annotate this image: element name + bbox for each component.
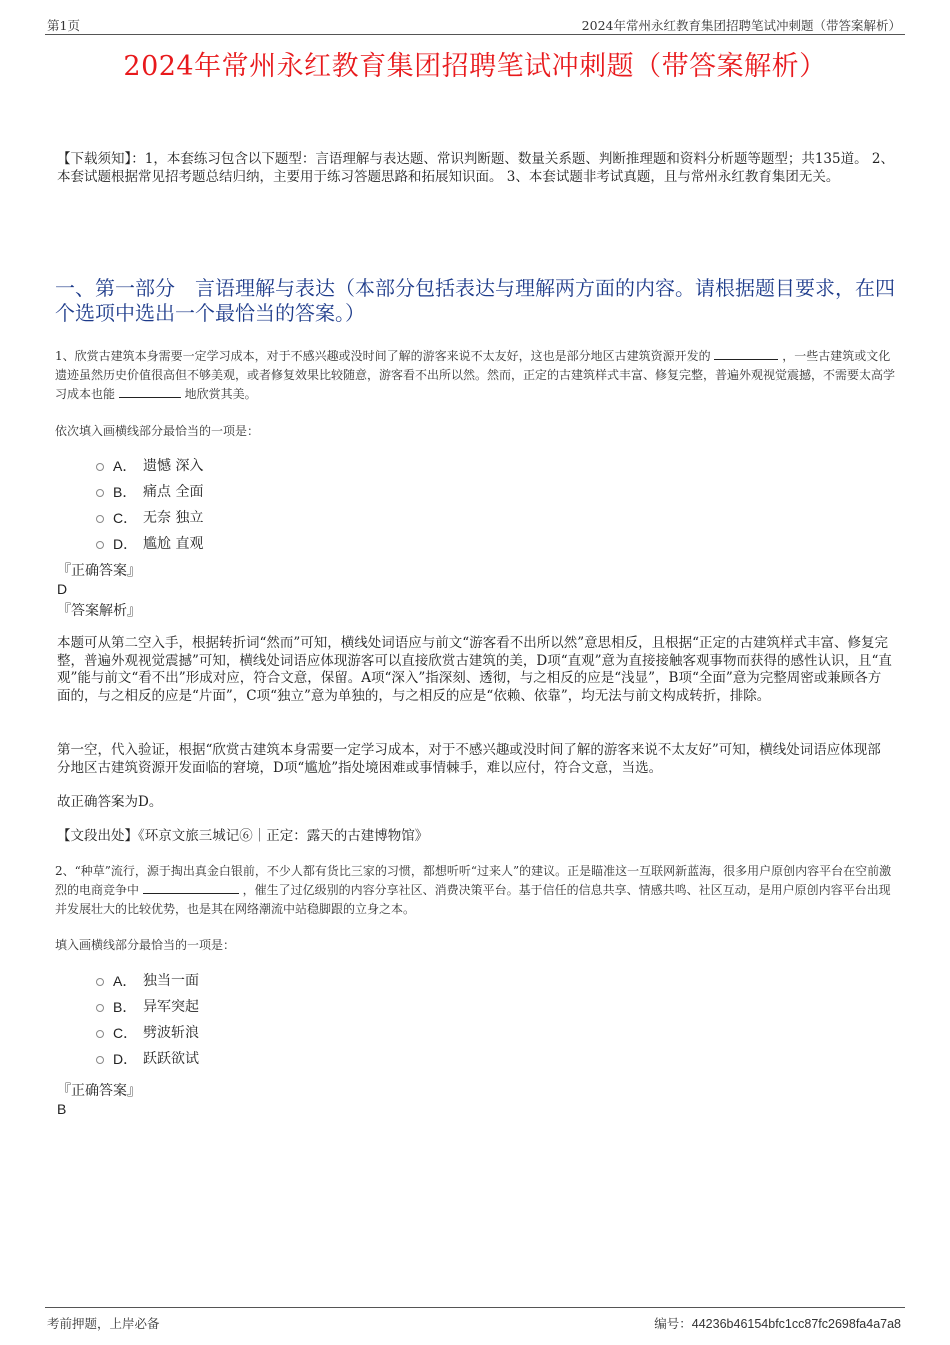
question-1-prompt: 依次填入画横线部分最恰当的一项是： [55,424,260,438]
question-1-stem [55,347,900,404]
question-2-options [96,968,199,1072]
fill-blank-3 [143,881,239,894]
question-2-option-a[interactable]: A． 独当一面 [96,968,199,994]
question-1-stem-part-b: ，一些古建筑或文化遗迹虽然历史价值很高但不够美观，或者修复效果比较随意，游客看不出所以然。然而，正定的古建筑样式丰富、修复完整，普遍外观视觉震撼，不需要太高学习成本也能 [55,349,896,401]
question-1-options [96,453,203,557]
question-2-stem-part-b: ，催生了过亿级别的内容分享社区、消费决策平台。基于信任的信息共享、情感共鸣、社区互动，是用户原创内容平台出现并发展壮大的比较优势，也是其在网络潮流中站稳脚跟的立身之本。 [55,883,891,916]
question-2-option-c[interactable]: C． 劈波斩浪 [96,1020,199,1046]
question-2-option-b[interactable]: B． 异军突起 [96,994,199,1020]
page-header [45,14,905,35]
question-1-analysis-paragraph-1: 本题可从第二空入手，根据转折词“然而”可知，横线处词语应与前文“游客看不出所以然”意思相反，且根据“正定的古建筑样式丰富、修复完整，普遍外观视觉震撼”可知，横线处词语应体现游客可以直接欣赏古建筑的美，D项“直观”意为直接接触客观事物而获得的感性认识，且“直观”能与前文“看不出”形成对应，符合文意，保留。A项“深入”指深刻、透彻，与之相反的应是“浅显”，B项“全面”意为完整周密或兼顾各方面的，与之相反的应是“片面”，C项“独立”意为单独的，与之相反的应是“依赖、依靠”，均无法与前文构成转折，排除。 [57,635,892,704]
radio-icon[interactable] [96,978,104,986]
fill-blank-1 [714,347,778,360]
header-doc-name: 2024年常州永红教育集团招聘笔试冲刺题（带答案解析） [581,18,901,33]
question-2-prompt: 填入画横线部分最恰当的一项是： [55,938,236,952]
question-2-option-d[interactable]: D． 跃跃欲试 [96,1046,199,1072]
question-2-correct-answer: B [57,1101,67,1117]
question-1-source: 【文段出处】《环京文旅三城记⑥｜正定：露天的古建博物馆》 [57,828,429,844]
question-1-stem-part-a: 1、欣赏古建筑本身需要一定学习成本，对于不感兴趣或没时间了解的游客来说不太友好，这也是部分地区古建筑资源开发的 [55,349,711,363]
question-2-stem [55,862,900,919]
page-number: 第1页 [47,18,80,33]
question-1-option-d[interactable]: D． 尴尬 直观 [96,531,203,557]
question-1-analysis-label: 『答案解析』 [57,603,141,619]
question-1-correct-answer: D [57,581,68,597]
question-2-stem-part-a: 2、“种草”流行，源于掏出真金白银前，不少人都有货比三家的习惯，都想听听“过来人”的建议。正是瞄准这一互联网新蓝海，很多用户原创内容平台在空前激烈的电商竞争中 [55,864,892,897]
question-1-option-b[interactable]: B． 痛点 全面 [96,479,203,505]
question-1-option-c[interactable]: C． 无奈 独立 [96,505,203,531]
download-notice: 【下载须知】：1，本套练习包含以下题型：言语理解与表达题、常识判断题、数量关系题、判断推理题和资料分析题等题型；共135道。 2、本套试题根据常见招考题总结归纳，主要用于练习答题思路和拓展知识面。 3、本套试题非考试真题，且与常州永红教育集团无关。 [57,151,894,185]
question-2-correct-label: 『正确答案』 [57,1083,141,1099]
radio-icon[interactable] [96,489,104,497]
radio-icon[interactable] [96,1056,104,1064]
page-footer [45,1307,905,1331]
question-1-conclusion: 故正确答案为D。 [57,794,163,810]
question-1-analysis-paragraph-2: 第一空，代入验证，根据“欣赏古建筑本身需要一定学习成本，对于不感兴趣或没时间了解的游客来说不太友好”可知，横线处词语应体现部分地区古建筑资源开发面临的窘境，D项“尴尬”指处境困难或事情棘手，难以应付，符合文意，当选。 [57,742,881,776]
radio-icon[interactable] [96,1004,104,1012]
radio-icon[interactable] [96,1030,104,1038]
radio-icon[interactable] [96,541,104,549]
section-heading: 一、第一部分 言语理解与表达（本部分包括表达与理解两方面的内容。请根据题目要求，在四个选项中选出一个最恰当的答案。） [55,276,895,325]
radio-icon[interactable] [96,515,104,523]
question-1-correct-label: 『正确答案』 [57,563,141,579]
footer-slogan: 考前押题，上岸必备 [47,1316,160,1331]
footer-serial-number: 编号：44236b46154bfc1cc87fc2698fa4a7a8 [654,1317,901,1331]
question-1-option-a[interactable]: A． 遗憾 深入 [96,453,203,479]
radio-icon[interactable] [96,463,104,471]
question-1-stem-part-c: 地欣赏其美。 [184,387,257,401]
document-title: 2024年常州永红教育集团招聘笔试冲刺题（带答案解析） [123,51,827,82]
fill-blank-2 [119,385,181,398]
